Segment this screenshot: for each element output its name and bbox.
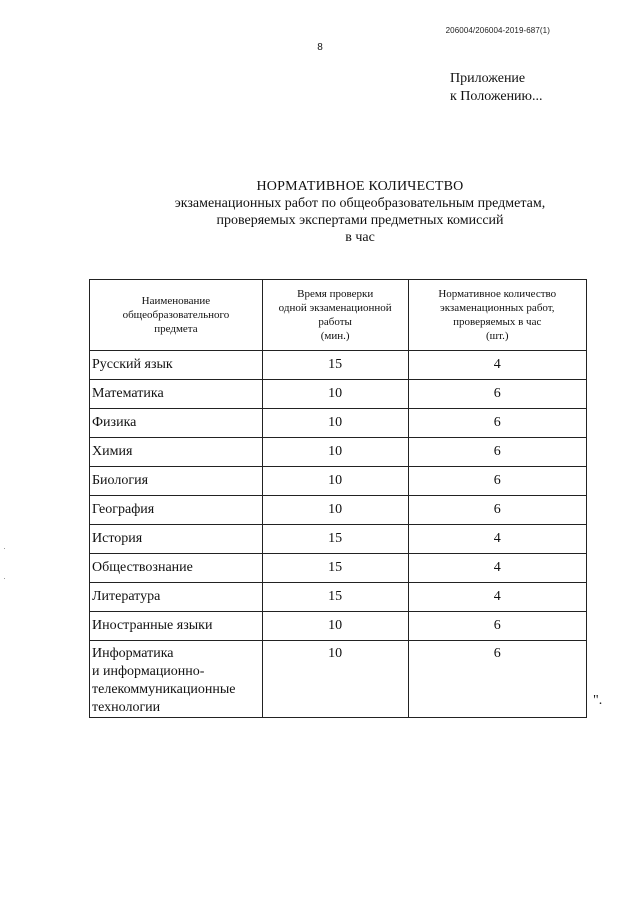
table-header-row [90, 280, 587, 351]
document-title [0, 178, 640, 246]
header-count [408, 280, 587, 351]
table-row [90, 409, 587, 438]
table-row [90, 467, 587, 496]
minutes-cell: 10 [262, 467, 408, 496]
count-cell: 6 [408, 409, 587, 438]
minutes-cell: 15 [262, 525, 408, 554]
header-minutes-line: одной экзаменационной [278, 302, 392, 314]
header-subject-line: Наименование [141, 295, 211, 307]
minutes-cell: 10 [262, 641, 408, 718]
count-cell: 6 [408, 438, 587, 467]
header-count-line: экзаменационных работ, [439, 302, 555, 314]
subject-cell: Литература [90, 583, 263, 612]
minutes-cell: 15 [262, 351, 408, 380]
table-row [90, 496, 587, 525]
title-line-3: проверяемых экспертами предметных комиссий [216, 213, 504, 228]
header-minutes-line: (мин.) [320, 330, 350, 342]
subject-cell: История [90, 525, 263, 554]
title-line-2: экзаменационных работ по общеобразовательным предметам, [174, 196, 546, 211]
subject-cell: Химия [90, 438, 263, 467]
minutes-cell: 10 [262, 612, 408, 641]
count-cell: 6 [408, 612, 587, 641]
appendix-line-1: Приложение [450, 71, 526, 86]
minutes-cell: 10 [262, 496, 408, 525]
minutes-cell: 10 [262, 409, 408, 438]
subject-line: Информатика [92, 646, 174, 661]
title-line-4: в час [345, 230, 375, 245]
count-cell: 4 [408, 525, 587, 554]
table-row [90, 641, 587, 718]
subject-cell: Биология [90, 467, 263, 496]
header-minutes-line: работы [318, 316, 352, 328]
count-cell: 6 [408, 467, 587, 496]
minutes-cell: 10 [262, 438, 408, 467]
table-row [90, 380, 587, 409]
table-row [90, 438, 587, 467]
scan-speck [4, 548, 5, 549]
count-cell: 6 [408, 641, 587, 718]
table-row [90, 351, 587, 380]
closing-quote: ". [593, 693, 603, 708]
appendix-reference [450, 70, 543, 106]
count-cell: 4 [408, 351, 587, 380]
subject-cell: География [90, 496, 263, 525]
count-cell: 4 [408, 583, 587, 612]
header-count-line: проверяемых в час [453, 316, 542, 328]
minutes-cell: 10 [262, 380, 408, 409]
table-row [90, 583, 587, 612]
header-minutes [262, 280, 408, 351]
count-cell: 4 [408, 554, 587, 583]
minutes-cell: 15 [262, 583, 408, 612]
title-main: НОРМАТИВНОЕ КОЛИЧЕСТВО [256, 179, 464, 194]
subject-line: телекоммуникационные [92, 682, 236, 697]
subject-cell: Физика [90, 409, 263, 438]
subject-cell: Обществознание [90, 554, 263, 583]
subject-line: и информационно- [92, 664, 205, 679]
subject-cell [90, 641, 263, 718]
table-row [90, 554, 587, 583]
header-subject [90, 280, 263, 351]
appendix-line-2: к Положению... [450, 89, 543, 104]
header-subject-line: предмета [154, 323, 198, 335]
subject-cell: Математика [90, 380, 263, 409]
subject-cell: Иностранные языки [90, 612, 263, 641]
document-id: 206004/206004-2019-687(1) [445, 26, 550, 35]
count-cell: 6 [408, 380, 587, 409]
page-number: 8 [317, 42, 323, 53]
table-row [90, 525, 587, 554]
table-row [90, 612, 587, 641]
header-subject-line: общеобразовательного [122, 309, 230, 321]
count-cell: 6 [408, 496, 587, 525]
minutes-cell: 15 [262, 554, 408, 583]
header-count-line: (шт.) [485, 330, 509, 342]
norms-table [89, 279, 587, 718]
subject-line: технологии [92, 700, 161, 715]
subject-cell: Русский язык [90, 351, 263, 380]
scan-speck [4, 578, 5, 579]
header-minutes-line: Время проверки [297, 288, 374, 300]
header-count-line: Нормативное количество [438, 288, 557, 300]
